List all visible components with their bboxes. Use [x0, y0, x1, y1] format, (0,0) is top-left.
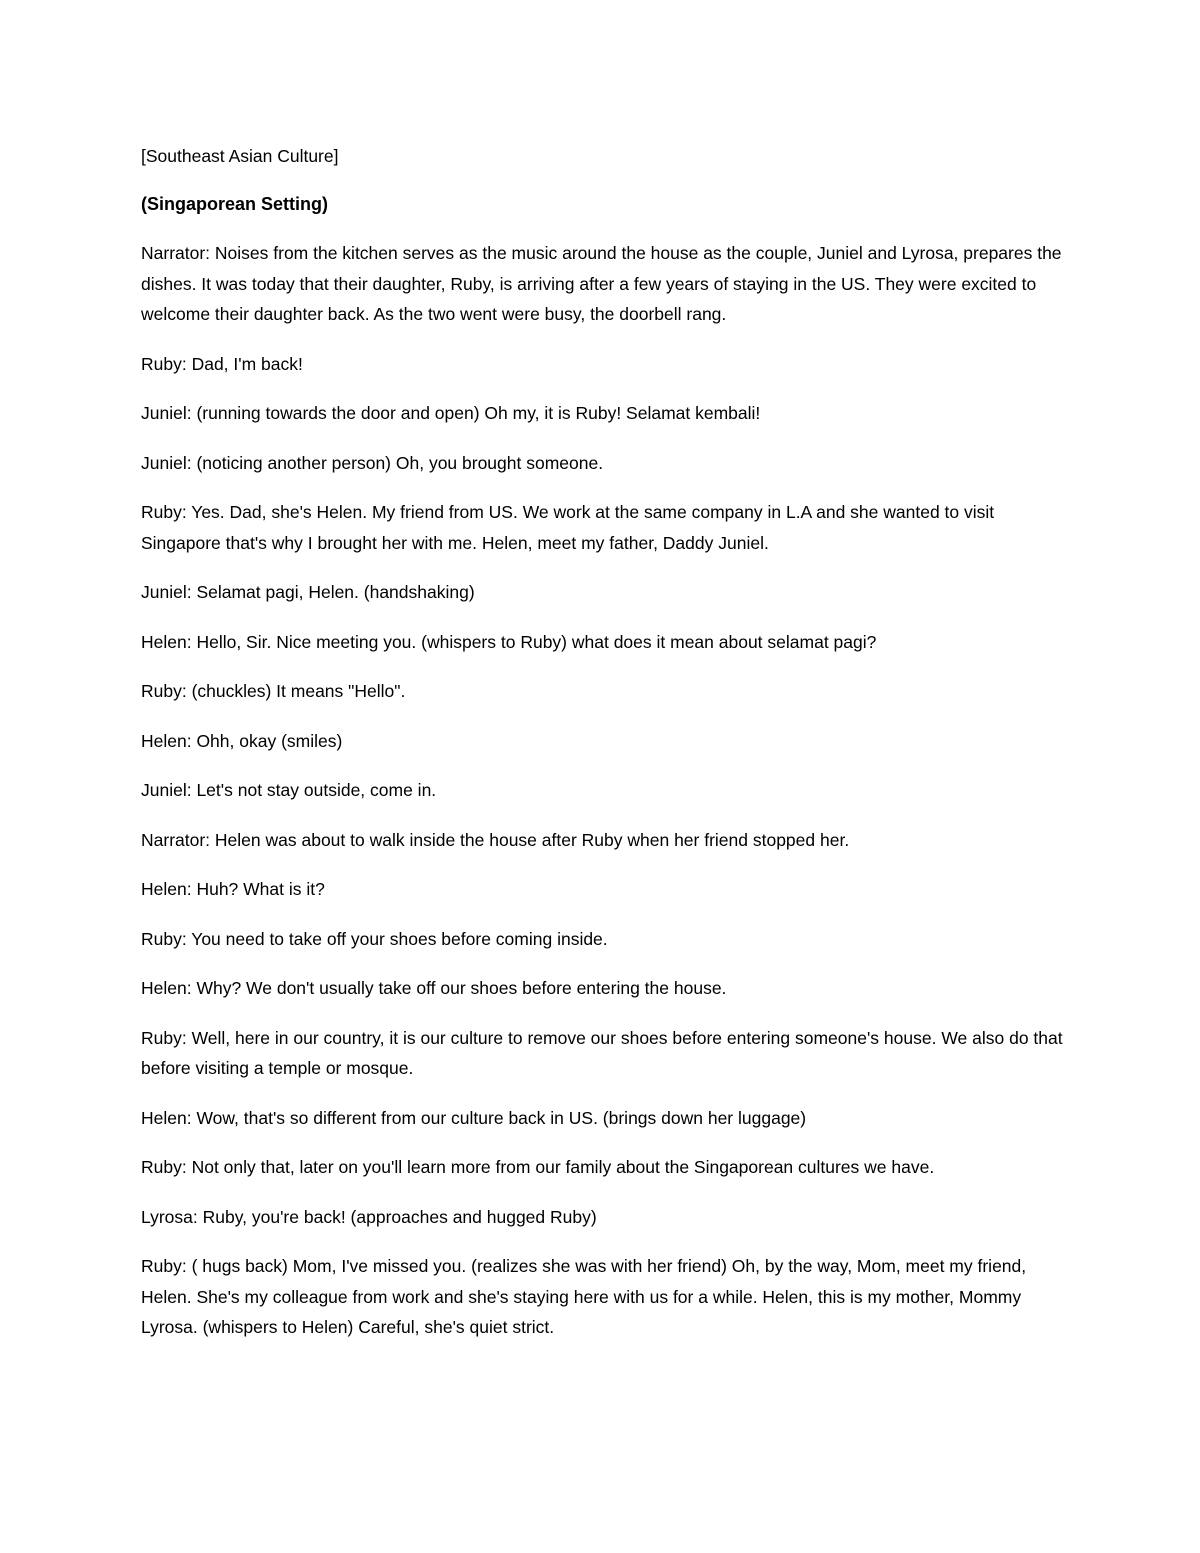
- setting-heading: (Singaporean Setting): [141, 194, 329, 214]
- script-paragraph: Helen: Hello, Sir. Nice meeting you. (whispers to Ruby) what does it mean about selamat pagi?: [141, 631, 877, 652]
- document-body: [141, 142, 1066, 1362]
- script-paragraph: Ruby: You need to take off your shoes before coming inside.: [141, 928, 608, 949]
- script-paragraph: Narrator: Noises from the kitchen serves as the music around the house as the couple, Juniel and Lyrosa, prepares the dishes. It was today that their daughter, Ruby, is arriving after a few years of staying in the US. They were excited to welcome their daughter back. As the two went were busy, the doorbell rang.: [141, 243, 1062, 324]
- script-paragraph: Helen: Ohh, okay (smiles): [141, 730, 343, 751]
- script-paragraph: Juniel: (noticing another person) Oh, you brought someone.: [141, 452, 604, 473]
- script-paragraph: Lyrosa: Ruby, you're back! (approaches and hugged Ruby): [141, 1206, 597, 1227]
- script-paragraph: Ruby: Not only that, later on you'll learn more from our family about the Singaporean cultures we have.: [141, 1157, 935, 1177]
- script-paragraph: Ruby: Yes. Dad, she's Helen. My friend from US. We work at the same company in L.A and she wanted to visit Singapore that's why I brought her with me. Helen, meet my father, Daddy Juniel.: [141, 502, 995, 553]
- script-paragraph: Juniel: Selamat pagi, Helen. (handshaking): [141, 582, 475, 602]
- script-paragraph: Juniel: (running towards the door and open) Oh my, it is Ruby! Selamat kembali!: [141, 403, 761, 423]
- script-paragraph: Ruby: ( hugs back) Mom, I've missed you. (realizes she was with her friend) Oh, by the way, Mom, meet my friend, Helen. She's my colleague from work and she's staying here with us for a while. Helen, this is my mother, Mommy Lyrosa. (whispers to Helen) Careful, she's quiet strict.: [141, 1256, 1027, 1337]
- document-tag: [Southeast Asian Culture]: [141, 146, 339, 166]
- script-paragraph: Ruby: Dad, I'm back!: [141, 353, 303, 374]
- script-paragraph: Narrator: Helen was about to walk inside the house after Ruby when her friend stopped her.: [141, 829, 850, 850]
- script-paragraph: Helen: Huh? What is it?: [141, 879, 325, 899]
- script-paragraph: Ruby: (chuckles) It means "Hello".: [141, 681, 406, 701]
- script-paragraph: Juniel: Let's not stay outside, come in.: [141, 780, 437, 800]
- script-paragraph: Helen: Wow, that's so different from our culture back in US. (brings down her luggage): [141, 1107, 807, 1128]
- script-paragraph: Ruby: Well, here in our country, it is our culture to remove our shoes before entering someone's house. We also do that before visiting a temple or mosque.: [141, 1027, 1063, 1078]
- script-paragraph: Helen: Why? We don't usually take off our shoes before entering the house.: [141, 978, 727, 998]
